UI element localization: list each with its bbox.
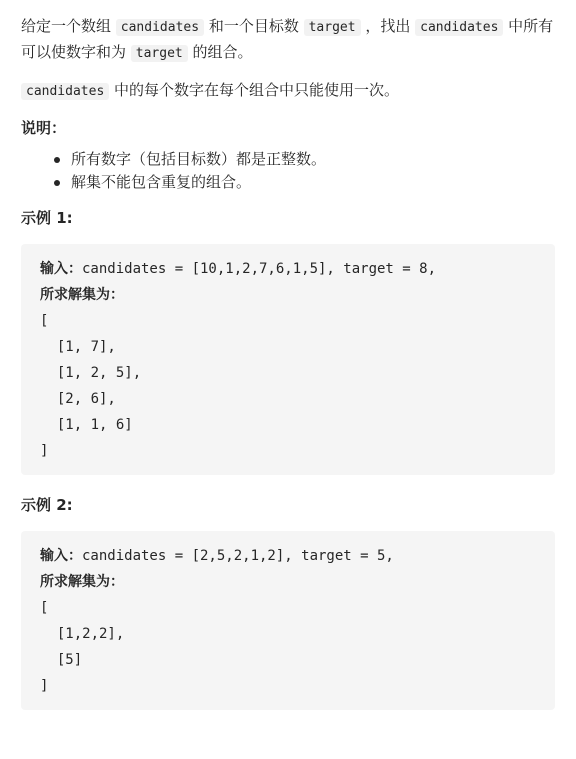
code-line: [1, 1, 6] bbox=[40, 417, 133, 433]
notes-list bbox=[21, 148, 558, 194]
code-line: [1, 2, 5], bbox=[40, 365, 142, 381]
code-line: ] bbox=[40, 678, 49, 694]
notes-heading: 说明： bbox=[21, 119, 67, 137]
intro-text: 中所有可以使数字和为 bbox=[21, 17, 554, 61]
list-item bbox=[71, 148, 558, 171]
example-2-code-block bbox=[21, 531, 555, 710]
code-line: [ bbox=[40, 600, 49, 616]
input-label: 输入： bbox=[40, 548, 82, 564]
output-label: 所求解集为： bbox=[40, 287, 124, 303]
intro-text: 和一个目标数 bbox=[204, 17, 304, 35]
intro-text: ，找出 bbox=[360, 17, 416, 35]
intro-text: 的组合。 bbox=[187, 43, 253, 61]
input-value: candidates = [10,1,2,7,6,1,5], target = 8, bbox=[82, 261, 437, 277]
code-line: [5] bbox=[40, 652, 83, 668]
input-value: candidates = [2,5,2,1,2], target = 5, bbox=[82, 548, 394, 564]
code-line: ] bbox=[40, 443, 49, 459]
inline-code-candidates: candidates bbox=[21, 83, 109, 100]
code-line: [2, 6], bbox=[40, 391, 116, 407]
input-label: 输入： bbox=[40, 261, 82, 277]
inline-code-target: target bbox=[131, 45, 188, 62]
example-1-heading: 示例 1: bbox=[21, 209, 73, 227]
list-item bbox=[71, 171, 558, 194]
code-line: [1, 7], bbox=[40, 339, 116, 355]
code-line: [1,2,2], bbox=[40, 626, 125, 642]
example-1-code-block bbox=[21, 244, 555, 475]
example-2-heading: 示例 2: bbox=[21, 496, 73, 514]
code-line: [ bbox=[40, 313, 49, 329]
output-label: 所求解集为： bbox=[40, 574, 124, 590]
intro-text: 给定一个数组 bbox=[21, 17, 116, 35]
constraint-paragraph bbox=[21, 78, 558, 104]
bullet-icon bbox=[54, 180, 60, 186]
inline-code-target: target bbox=[304, 19, 361, 36]
inline-code-candidates: candidates bbox=[116, 19, 204, 36]
note-text: 解集不能包含重复的组合。 bbox=[71, 173, 252, 191]
inline-code-candidates: candidates bbox=[415, 19, 503, 36]
bullet-icon bbox=[54, 157, 60, 163]
note-text: 所有数字（包括目标数）都是正整数。 bbox=[71, 150, 327, 168]
intro-paragraph bbox=[21, 14, 558, 66]
constraint-text: 中的每个数字在每个组合中只能使用一次。 bbox=[109, 81, 400, 99]
